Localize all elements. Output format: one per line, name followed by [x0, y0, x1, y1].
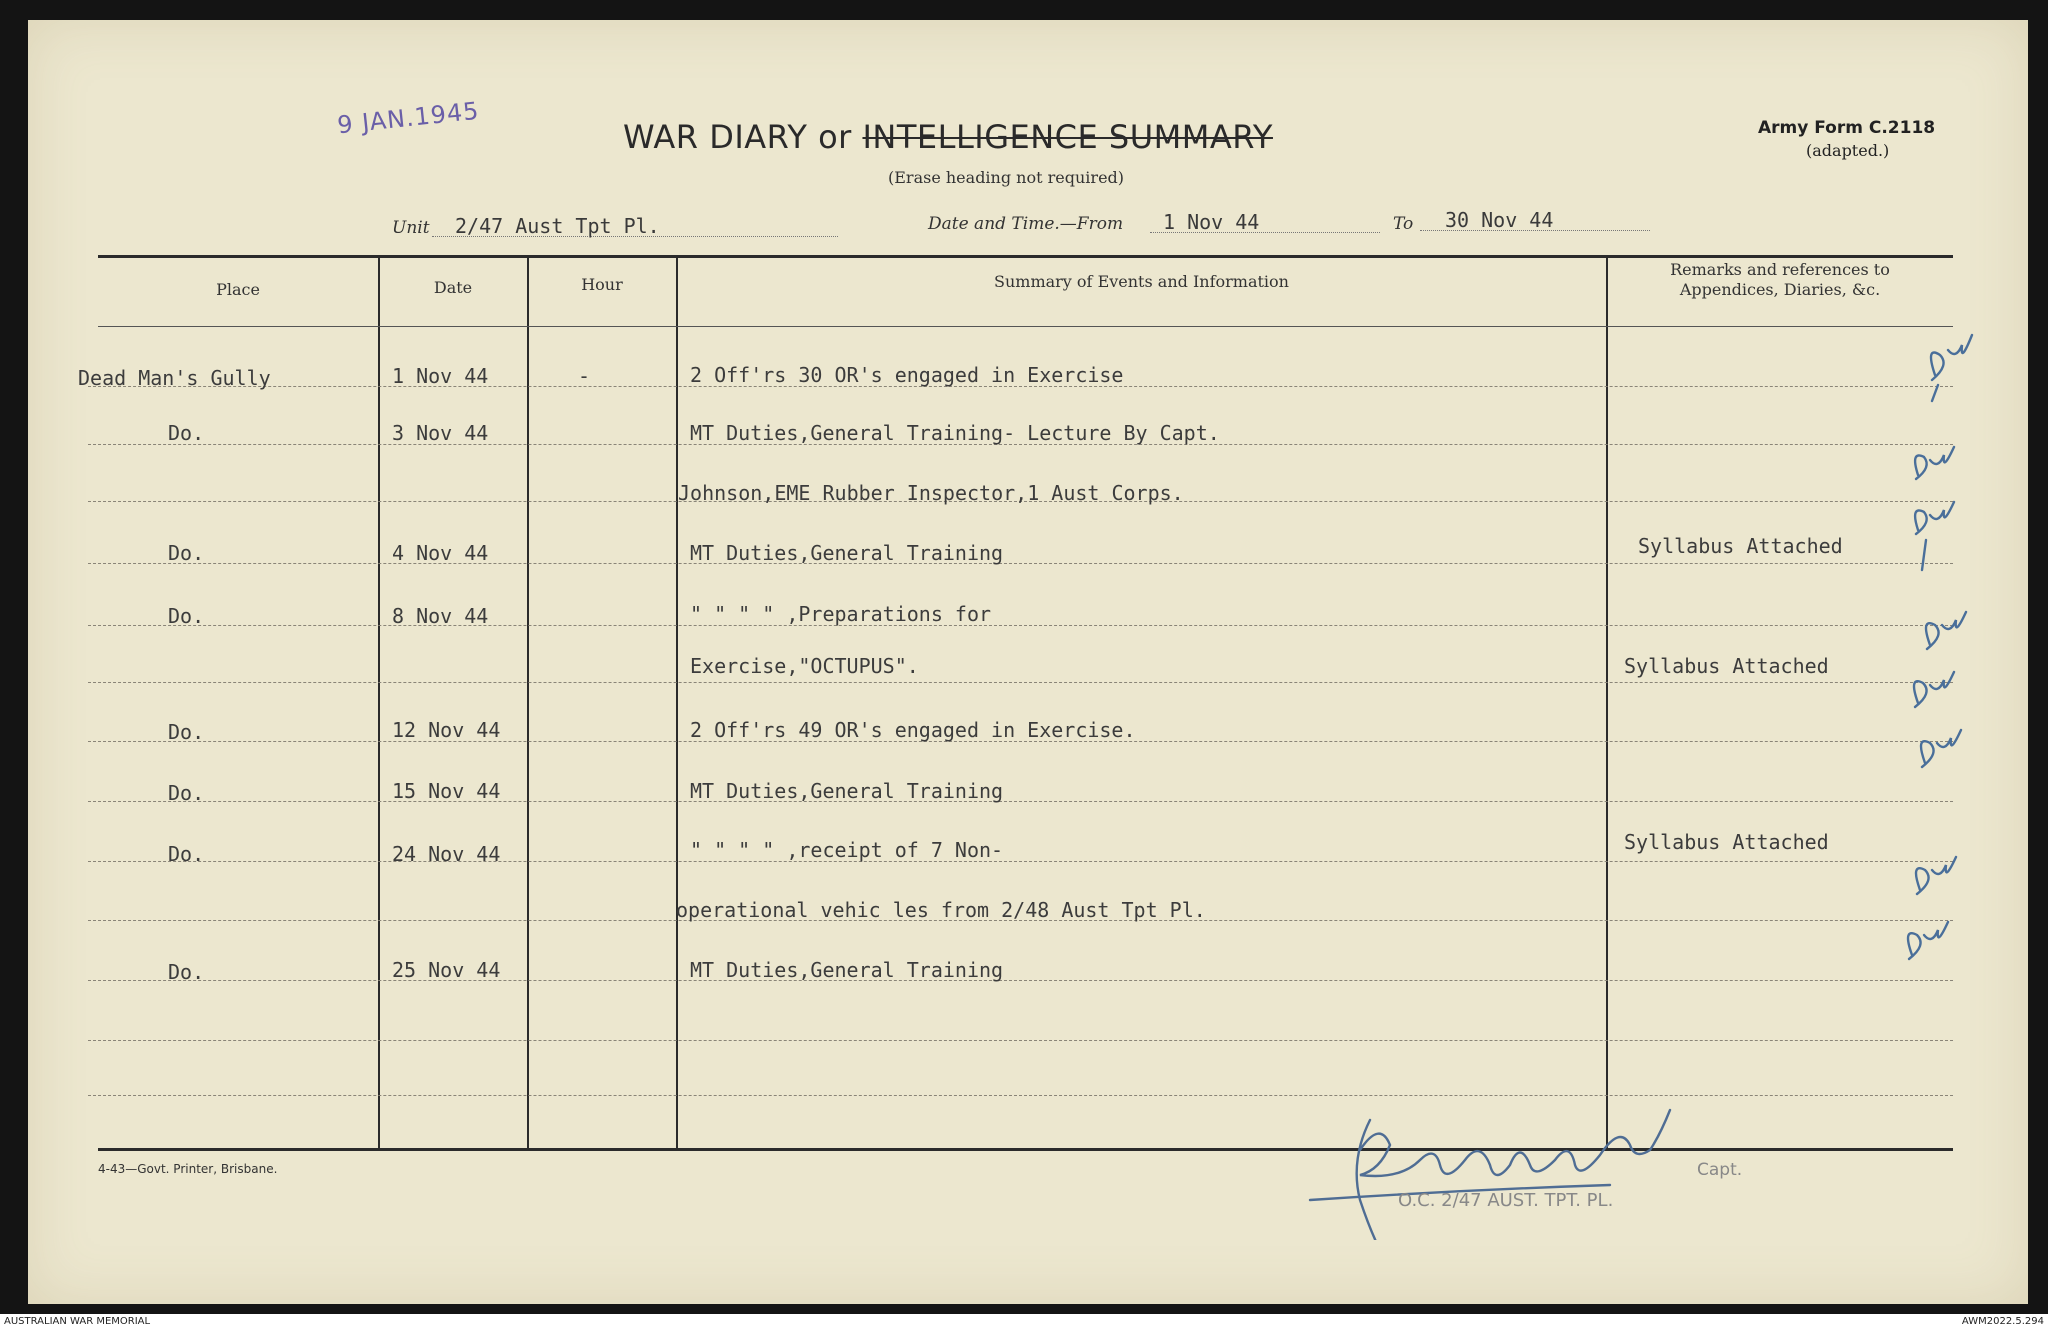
entry-date: 1 Nov 44 [392, 364, 489, 388]
row-rule [88, 682, 1953, 683]
entry-place: Do. [168, 960, 205, 984]
entry-summary: " " " " ,receipt of 7 Non- [690, 838, 1004, 862]
header-row-rule [98, 326, 1953, 327]
archive-caption-right: AWM2022.5.294 [1961, 1316, 2044, 1327]
entry-date: 25 Nov 44 [392, 958, 501, 982]
date-to-dotted-line [1420, 230, 1650, 231]
erase-heading-note: (Erase heading not required) [888, 168, 1125, 187]
signature-office: O.C. 2/47 AUST. TPT. PL. [1398, 1190, 1614, 1211]
received-date-stamp: 9 JAN.1945 [335, 96, 481, 140]
col-header-remarks-line1: Remarks and references to [1670, 260, 1890, 279]
title-main: WAR DIARY or [623, 118, 852, 156]
col-divider-hour [676, 256, 678, 1149]
army-form-number: Army Form C.2118 [1758, 118, 1936, 138]
row-rule [88, 1040, 1953, 1041]
entry-remarks: Syllabus Attached [1624, 830, 1829, 854]
entry-date: 4 Nov 44 [392, 541, 489, 565]
col-header-summary: Summary of Events and Information [994, 272, 1289, 291]
row-rule [88, 563, 1953, 564]
entry-date: 3 Nov 44 [392, 421, 489, 445]
entry-summary: MT Duties,General Training- Lecture By Capt. [690, 421, 1220, 445]
entry-remarks: Syllabus Attached [1624, 654, 1829, 678]
army-form-adapted: (adapted.) [1806, 141, 1890, 160]
entry-place: Dead Man's Gully [78, 366, 271, 390]
entry-place: Do. [168, 541, 205, 565]
entry-summary: MT Duties,General Training [690, 541, 1004, 565]
signature-rank: Capt. [1697, 1160, 1743, 1180]
page-title [623, 118, 1273, 156]
entry-summary: operational vehic les from 2/48 Aust Tpt Pl. [676, 898, 1206, 922]
col-header-remarks-line2: Appendices, Diaries, &c. [1679, 280, 1881, 299]
entry-date: 12 Nov 44 [392, 718, 501, 742]
row-rule [88, 801, 1953, 802]
entry-summary: MT Duties,General Training [690, 779, 1004, 803]
entry-date: 8 Nov 44 [392, 604, 489, 628]
row-rule [88, 980, 1953, 981]
entry-place: Do. [168, 604, 205, 628]
printer-imprint: 4-43—Govt. Printer, Brisbane. [98, 1162, 278, 1176]
entry-place: Do. [168, 842, 205, 866]
col-divider-summary [1606, 256, 1608, 1149]
row-rule [88, 625, 1953, 626]
col-header-date: Date [433, 278, 473, 297]
date-time-label: Date and Time.—From [928, 214, 1124, 234]
entry-summary: Exercise,"OCTUPUS". [690, 654, 919, 678]
archive-caption-bar [0, 1314, 2048, 1329]
entry-remarks: Syllabus Attached [1638, 534, 1843, 558]
col-header-hour: Hour [581, 275, 623, 294]
entry-hour: - [578, 364, 591, 388]
col-divider-date [527, 256, 529, 1149]
entry-place: Do. [168, 720, 205, 744]
table-top-rule [98, 255, 1953, 258]
date-from-dotted-line [1150, 232, 1380, 233]
col-divider-place [378, 256, 380, 1149]
entry-place: Do. [168, 421, 205, 445]
entry-date: 24 Nov 44 [392, 842, 501, 866]
unit-dotted-line [432, 236, 838, 237]
entry-summary: MT Duties,General Training [690, 958, 1004, 982]
handwritten-initials-column [1900, 325, 1990, 1005]
entry-summary: 2 Off'rs 30 OR's engaged in Exercise [690, 363, 1124, 387]
entry-summary: 2 Off'rs 49 OR's engaged in Exercise. [690, 718, 1136, 742]
entry-summary: Johnson,EME Rubber Inspector,1 Aust Corps. [678, 481, 1184, 505]
unit-label: Unit [392, 218, 430, 238]
row-rule [88, 861, 1953, 862]
col-header-place: Place [216, 280, 260, 299]
entry-date: 15 Nov 44 [392, 779, 501, 803]
entry-summary: " " " " ,Preparations for [690, 602, 992, 626]
date-to-value: 30 Nov 44 [1445, 208, 1554, 232]
date-from-value: 1 Nov 44 [1163, 210, 1260, 234]
title-struck-out: INTELLIGENCE SUMMARY [862, 118, 1273, 156]
entry-place: Do. [168, 781, 205, 805]
archive-caption-left: AUSTRALIAN WAR MEMORIAL [4, 1316, 151, 1327]
date-to-label: To [1393, 214, 1414, 234]
unit-value: 2/47 Aust Tpt Pl. [455, 214, 660, 238]
